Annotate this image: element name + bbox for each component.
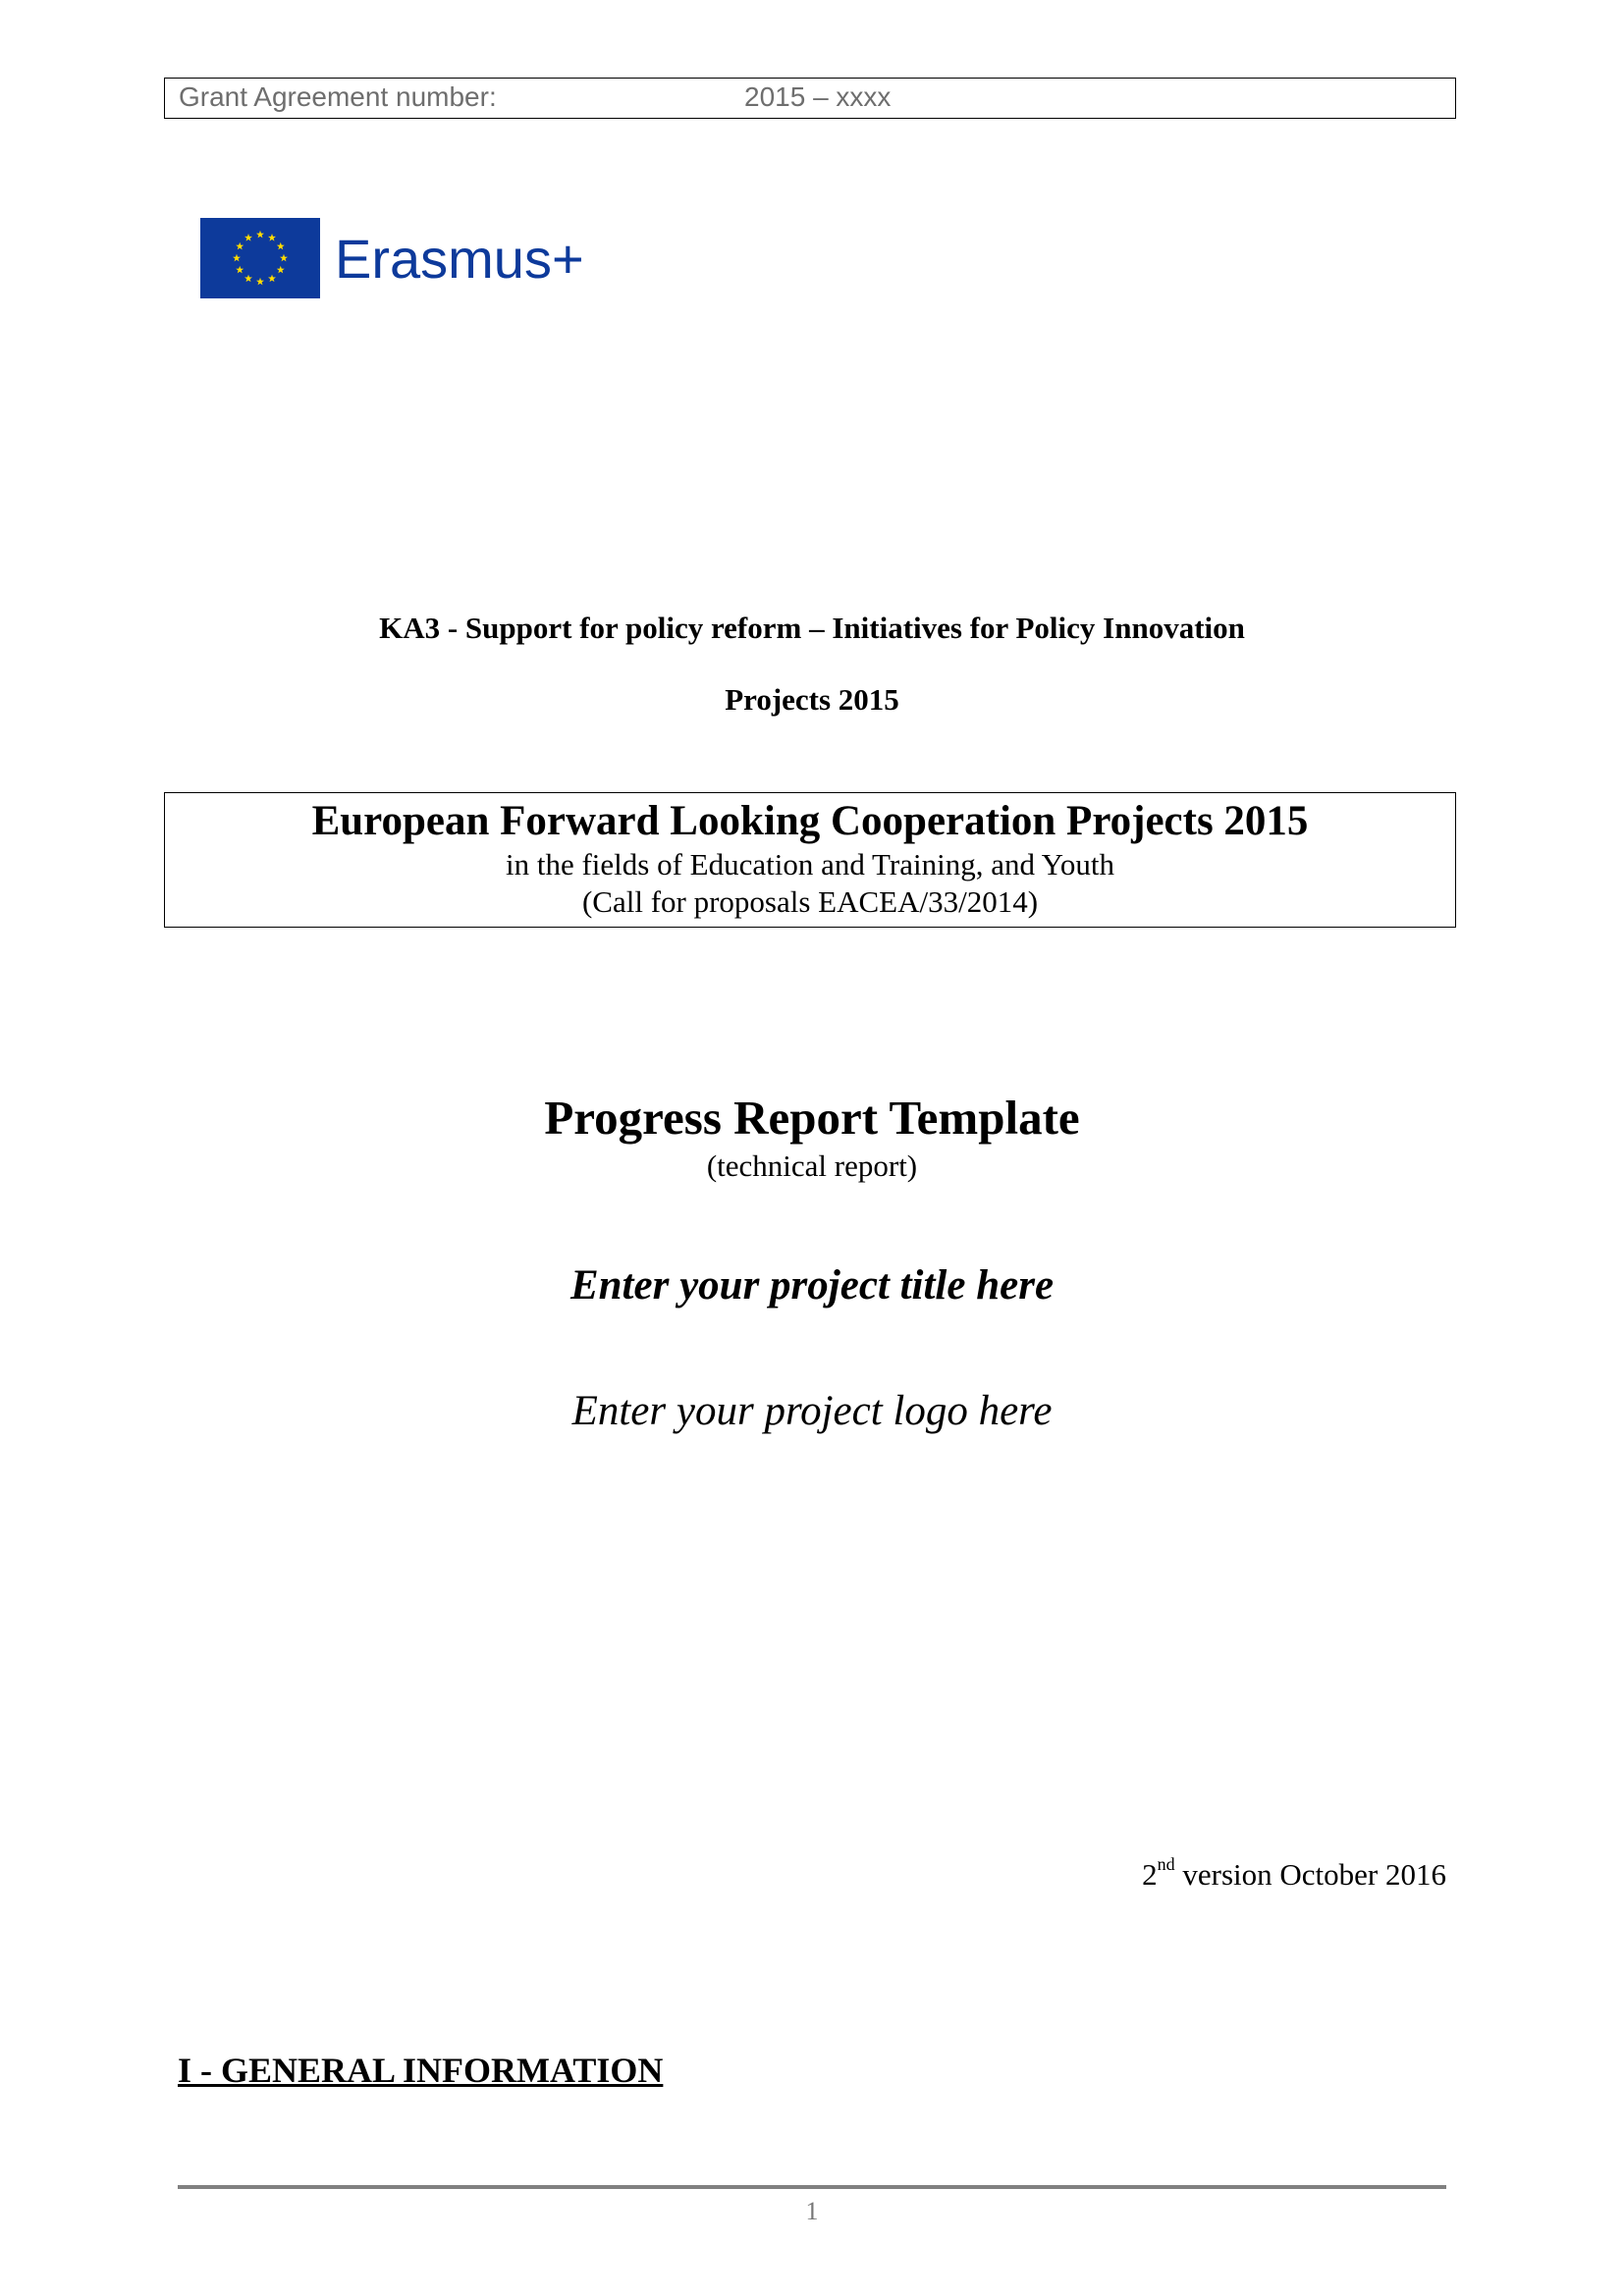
action-heading: KA3 - Support for policy reform – Initiatives for Policy Innovation [379,611,1245,645]
eu-star-icon [268,234,276,241]
report-subtitle: (technical report) [706,1148,918,1183]
version-ordinal-suffix: nd [1157,1853,1175,1874]
footer-divider [178,2185,1446,2189]
eu-star-icon [280,254,288,262]
version-number: 2 [1142,1857,1158,1892]
call-box-reference: (Call for proposals EACEA/33/2014) [581,884,1039,919]
project-logo-placeholder: Enter your project logo here [571,1388,1053,1434]
grant-agreement-value: 2015 – xxxx [744,81,892,112]
eu-star-icon [277,242,285,250]
eu-star-icon [256,278,264,286]
projects-year-heading: Projects 2015 [725,682,899,717]
eu-star-icon [233,254,241,262]
eu-star-icon [277,266,285,274]
report-title: Progress Report Template [544,1091,1080,1145]
version-text: version October 2016 [1174,1857,1446,1892]
grant-agreement-box [164,78,1456,119]
call-box-fields: in the fields of Education and Training, and Youth [506,847,1114,881]
erasmus-wordmark: Erasmus+ [335,228,584,290]
page-number: 1 [805,2197,819,2225]
eu-star-icon [268,275,276,283]
version-note [1142,1853,1446,1893]
call-box [164,792,1456,928]
eu-star-icon [244,275,252,283]
eu-star-icon [236,266,244,274]
project-title-placeholder: Enter your project title here [569,1262,1055,1308]
call-box-title: European Forward Looking Cooperation Projects 2015 [311,798,1309,844]
section-heading: I - GENERAL INFORMATION [178,2051,664,2090]
eu-star-icon [236,242,244,250]
grant-agreement-label: Grant Agreement number: [179,81,497,112]
eu-flag-icon [200,218,320,298]
eu-star-icon [256,231,264,239]
eu-star-icon [244,234,252,241]
erasmus-plus-logo [200,218,613,300]
